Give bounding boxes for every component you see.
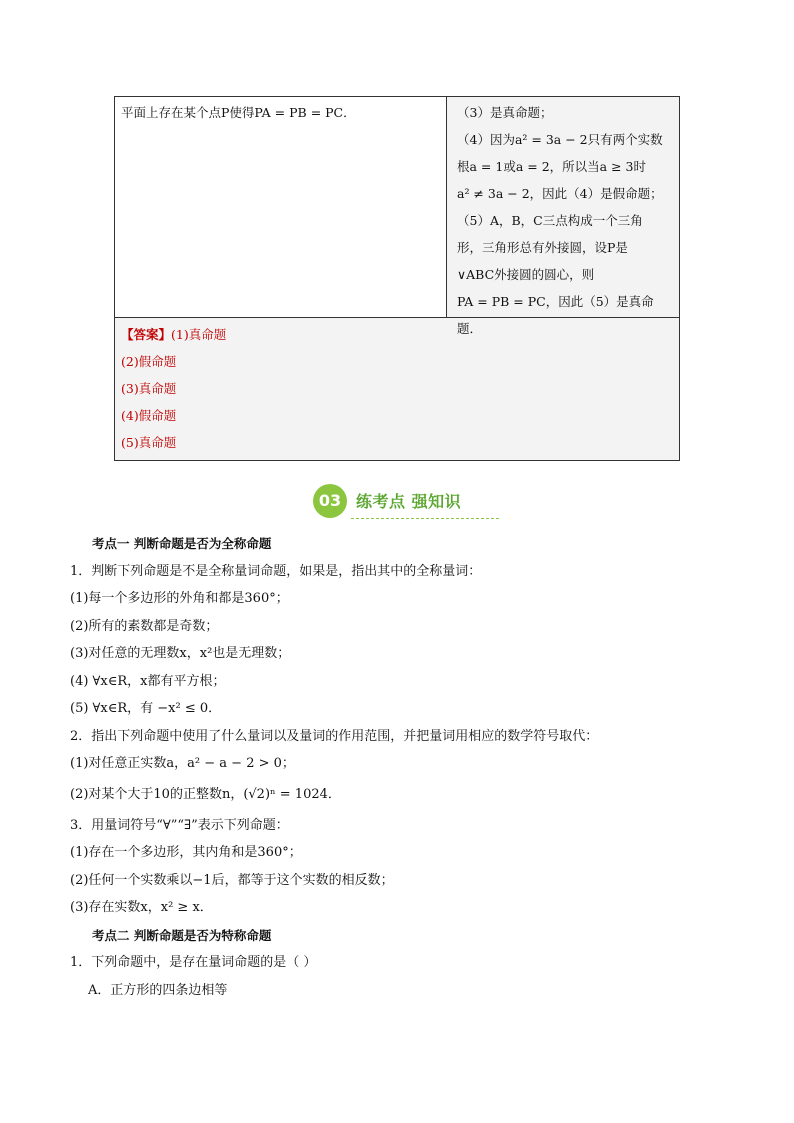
analysis-line: a² ≠ 3a − 2，因此（4）是假命题； <box>457 186 663 201</box>
question-item: (1)对任意正实数a，a² − a − 2 > 0； <box>70 756 295 771</box>
question-item: (1)每一个多边形的外角和都是360°； <box>70 591 289 606</box>
problem-cell <box>115 97 447 317</box>
question-item: (1)存在一个多边形，其内角和是360°； <box>70 845 302 860</box>
analysis-line: PA = PB = PC，因此（5）是真命题． <box>457 294 654 336</box>
question-item: (3)对任意的无理数x，x²也是无理数； <box>70 646 291 661</box>
question-item: (2)所有的素数都是奇数； <box>70 618 219 634</box>
question-item: (5) ∀x∈R，有 −x² ≤ 0． <box>70 701 222 716</box>
question-stem: 3．用量词符号“∀”“∃”表示下列命题： <box>70 817 289 833</box>
question-item: (3)存在实数x，x² ≥ x． <box>70 900 213 915</box>
solution-table <box>114 96 680 461</box>
section-title: 练考点 强知识 <box>356 492 462 511</box>
question-stem: 2．指出下列命题中使用了什么量词以及量词的作用范围，并把量词用相应的数学符号取代： <box>70 728 599 744</box>
answer-item: (4)假命题 <box>121 408 177 423</box>
answer-item: (5)真命题 <box>121 435 177 450</box>
question-item: (2)任何一个实数乘以−1后，都等于这个实数的相反数； <box>70 872 394 888</box>
answer-item: (2)假命题 <box>121 354 177 369</box>
topic-heading: 考点一 判断命题是否为全称命题 <box>92 536 272 551</box>
question-stem: 1．判断下列命题是不是全称量词命题，如果是，指出其中的全称量词： <box>70 563 482 579</box>
answer-item: (1)真命题 <box>171 327 227 342</box>
analysis-line: （4）因为a² = 3a − 2只有两个实数 <box>457 132 663 147</box>
answer-tag: 【答案】 <box>121 327 172 342</box>
topic-heading: 考点二 判断命题是否为特称命题 <box>92 927 272 943</box>
analysis-line: 形，三角形总有外接圆，设P是 <box>457 240 628 255</box>
analysis-line: （5）A，B，C三点构成一个三角 <box>457 213 643 228</box>
analysis-line: 根a = 1或a = 2，所以当a ≥ 3时 <box>457 159 646 174</box>
analysis-line: ∨ABC外接圆的圆心，则 <box>457 267 595 282</box>
problem-text: 平面上存在某个点P使得PA = PB = PC． <box>121 105 356 120</box>
question-stem: 1．下列命题中，是存在量词命题的是（ ） <box>70 955 317 970</box>
section-number-badge: 03 <box>313 484 347 518</box>
section-banner <box>313 484 488 520</box>
question-item: (2)对某个大于10的正整数n，(√2)ⁿ = 1024． <box>70 786 341 802</box>
analysis-line: （3）是真命题； <box>457 105 553 120</box>
choice-option-a: A．正方形的四条边相等 <box>88 982 228 998</box>
section-underline <box>351 518 499 519</box>
answer-item: (3)真命题 <box>121 381 177 396</box>
exercise-content <box>70 530 730 1004</box>
question-item: (4) ∀x∈R，x都有平方根； <box>70 673 226 689</box>
analysis-cell <box>447 97 679 336</box>
